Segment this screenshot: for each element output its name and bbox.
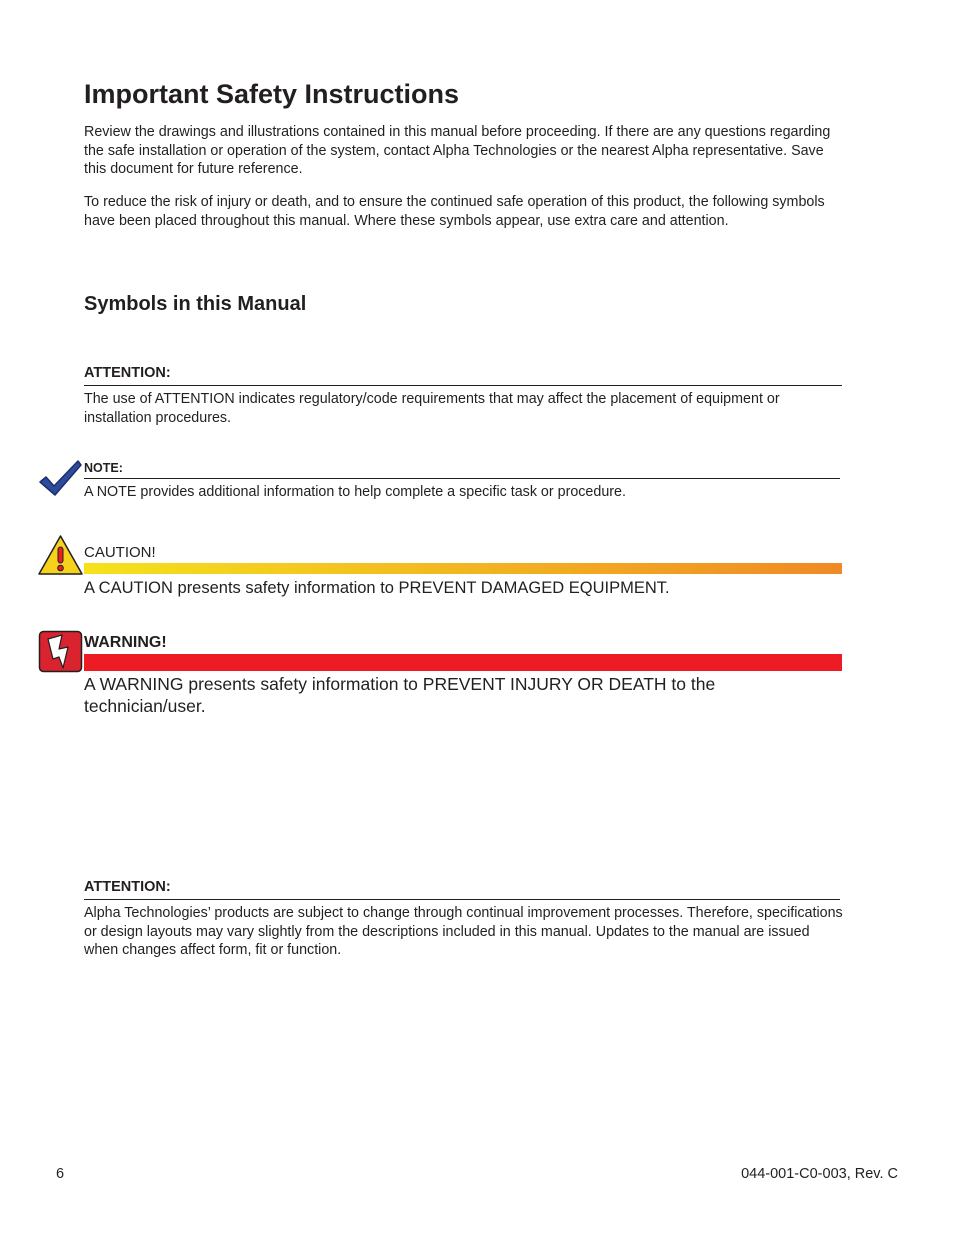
page-number: 6: [56, 1166, 65, 1182]
attention-label: ATTENTION:: [84, 879, 171, 895]
page-title: Important Safety Instructions: [84, 79, 460, 109]
attention-rule: [84, 385, 842, 386]
warning-text: A WARNING presents safety information to PREVENT INJURY OR DEATH to the technician/user.: [84, 674, 716, 716]
note-text: A NOTE provides additional information to help complete a specific task or procedure.: [84, 484, 626, 500]
attention-text: Alpha Technologies’ products are subject to change through continual improvement processes. Therefore, specifications or design layouts may vary slightly from the descriptions included in this manual. Updates to the manual are issued when changes affect form, fit or function.: [84, 905, 843, 959]
attention-label: ATTENTION:: [84, 365, 171, 381]
caution-label: CAUTION!: [84, 544, 156, 561]
intro-paragraph-1: Review the drawings and illustrations contained in this manual before proceeding. If there are any questions regarding the safe installation or operation of the system, contact Alpha Technologies or the nearest Alpha representative. Save this document for future reference.: [84, 124, 831, 178]
warning-bar: [84, 654, 842, 671]
caution-text: A CAUTION presents safety information to PREVENT DAMAGED EQUIPMENT.: [84, 579, 670, 597]
note-rule: [84, 478, 840, 479]
attention-rule: [84, 899, 840, 900]
section-heading-symbols: Symbols in this Manual: [84, 293, 307, 315]
note-label: NOTE:: [84, 461, 123, 475]
caution-triangle-icon: [37, 534, 84, 576]
checkmark-icon: [37, 458, 83, 498]
lightning-warning-icon: [38, 630, 83, 673]
warning-label: WARNING!: [84, 634, 167, 651]
intro-paragraph-2: To reduce the risk of injury or death, and to ensure the continued safe operation of this product, the following symbols have been placed throughout this manual. Where these symbols appear, use extra care and attention.: [84, 194, 825, 229]
document-id: 044-001-C0-003, Rev. C: [741, 1166, 898, 1182]
attention-text: The use of ATTENTION indicates regulatory/code requirements that may affect the placement of equipment or installation procedures.: [84, 391, 780, 426]
caution-bar: [84, 563, 842, 574]
